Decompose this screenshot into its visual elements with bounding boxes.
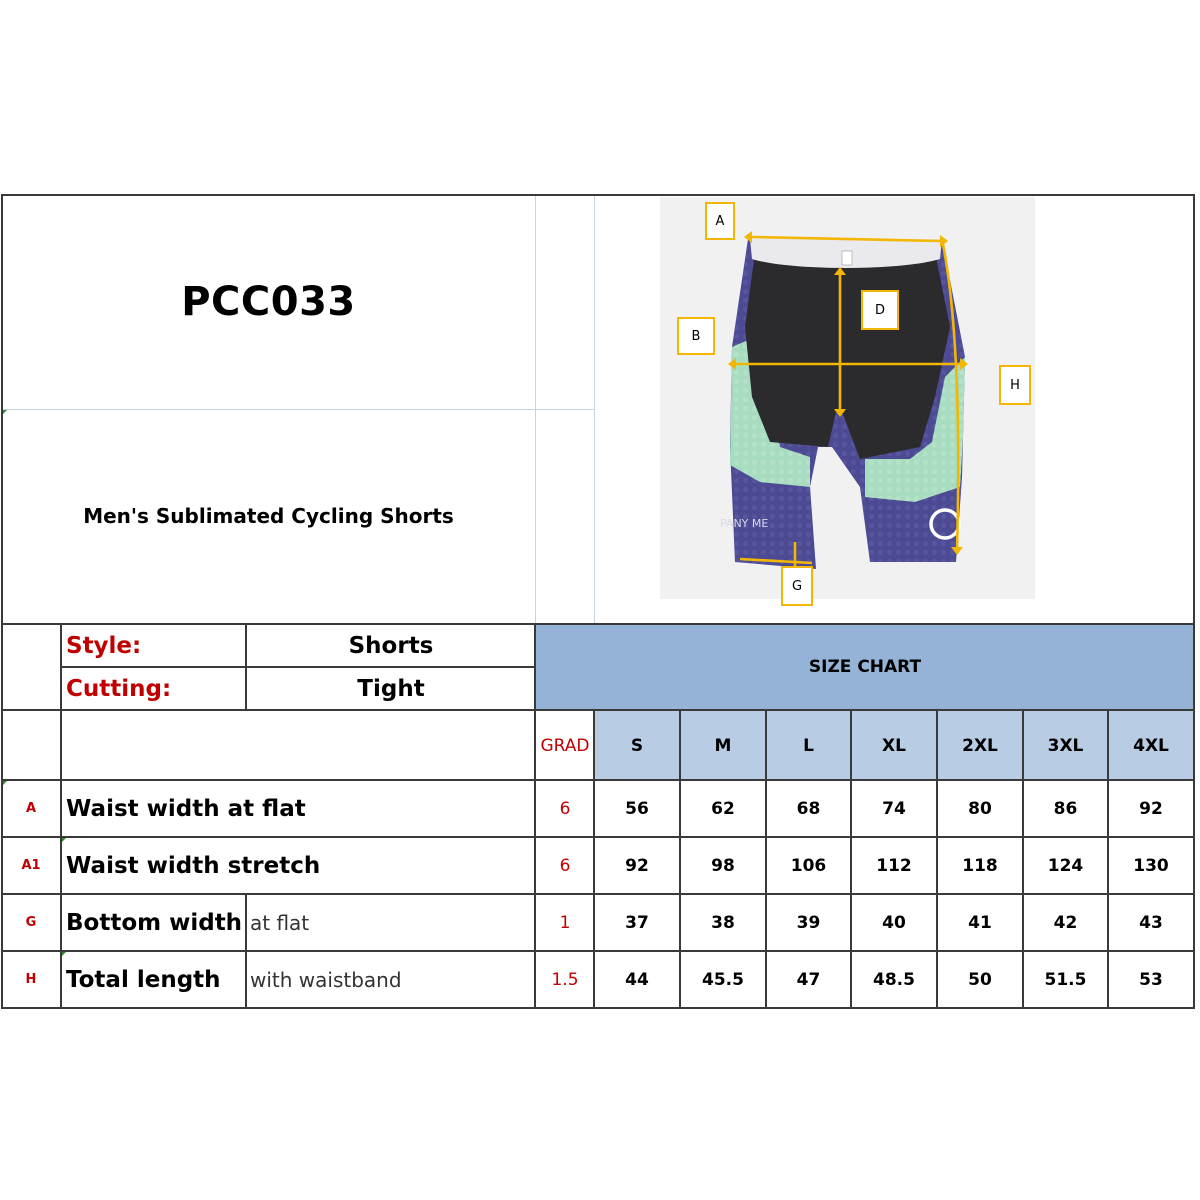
cutting-label-cell xyxy=(66,668,246,709)
shorts-diagram xyxy=(660,197,1035,599)
grad-header-cell xyxy=(536,711,594,780)
size-value-cell: 40 xyxy=(882,912,906,933)
row-grad: 6 xyxy=(559,798,571,819)
row-name: Total length xyxy=(66,966,221,993)
row-letter: G xyxy=(25,915,37,930)
style-value: Shorts xyxy=(348,632,434,659)
size-value-cell: 51.5 xyxy=(1044,969,1087,990)
size-value-cell: 44 xyxy=(625,969,649,990)
cutting-value: Tight xyxy=(357,675,425,702)
size-value-cell: 92 xyxy=(1139,798,1163,819)
size-header-s: S xyxy=(630,735,644,756)
size-value-cell: 56 xyxy=(625,798,649,819)
grad-header: GRAD xyxy=(540,735,590,756)
size-value-cell: 68 xyxy=(796,798,821,819)
product-code: PCC033 xyxy=(181,279,356,325)
size-value-cell: 92 xyxy=(625,855,649,876)
size-value-cell: 37 xyxy=(625,912,649,933)
size-value-cell: 50 xyxy=(968,969,992,990)
size-value-cell: 62 xyxy=(711,798,735,819)
size-value-cell: 38 xyxy=(711,912,735,933)
size-value-cell: 53 xyxy=(1139,969,1163,990)
size-value-cell: 112 xyxy=(876,855,912,876)
size-value-cell: 48.5 xyxy=(873,969,915,990)
size-header-4xl: 4XL xyxy=(1133,735,1169,756)
size-value-cell: 42 xyxy=(1053,912,1078,933)
product-description-cell xyxy=(2,410,535,622)
size-value-cell: 74 xyxy=(882,798,906,819)
size-value-cell: 86 xyxy=(1053,798,1078,819)
size-value-cell: 39 xyxy=(796,912,821,933)
size-value-cell: 47 xyxy=(796,969,821,990)
size-chart-title: SIZE CHART xyxy=(808,657,922,677)
brand-text: PANY ME xyxy=(720,517,769,530)
size-value-cell: 130 xyxy=(1133,855,1169,876)
row-name: Bottom width xyxy=(66,909,243,936)
row-name: Waist width stretch xyxy=(66,852,321,879)
row-note: with waistband xyxy=(250,967,402,992)
style-value-cell xyxy=(247,625,535,666)
row-note: at flat xyxy=(250,910,310,935)
label-h: H xyxy=(999,365,1031,405)
size-value-cell: 43 xyxy=(1139,912,1163,933)
size-value-cell: 41 xyxy=(968,912,992,933)
row-name: Waist width at flat xyxy=(66,795,306,822)
row-grad: 6 xyxy=(559,855,571,876)
size-header-l: L xyxy=(803,735,814,756)
style-label: Style: xyxy=(66,632,142,659)
label-a: A xyxy=(705,202,735,240)
size-header-2xl: 2XL xyxy=(962,735,998,756)
size-value-cell: 106 xyxy=(790,855,827,876)
style-label-cell xyxy=(66,625,246,666)
cutting-label: Cutting: xyxy=(66,675,172,702)
product-code-cell xyxy=(2,196,535,408)
size-value-cell: 118 xyxy=(962,855,998,876)
size-header-xl: XL xyxy=(882,735,906,756)
row-grad: 1 xyxy=(559,912,571,933)
size-chart-title-cell xyxy=(536,625,1194,709)
shorts-illustration xyxy=(660,197,1035,599)
row-letter: A xyxy=(25,801,37,816)
size-value-cell: 45.5 xyxy=(702,969,744,990)
size-value-cell: 124 xyxy=(1047,855,1084,876)
size-header-m: M xyxy=(714,735,732,756)
size-header-3xl: 3XL xyxy=(1047,735,1084,756)
label-d: D xyxy=(861,290,899,330)
size-value-cell: 80 xyxy=(968,798,992,819)
row-grad: 1.5 xyxy=(551,969,579,990)
label-b: B xyxy=(677,317,715,355)
label-g: G xyxy=(781,566,813,606)
product-description: Men's Sublimated Cycling Shorts xyxy=(83,504,454,528)
row-letter: A1 xyxy=(21,858,41,873)
row-letter: H xyxy=(25,972,37,987)
size-value-cell: 98 xyxy=(711,855,735,876)
cutting-value-cell xyxy=(247,668,535,709)
